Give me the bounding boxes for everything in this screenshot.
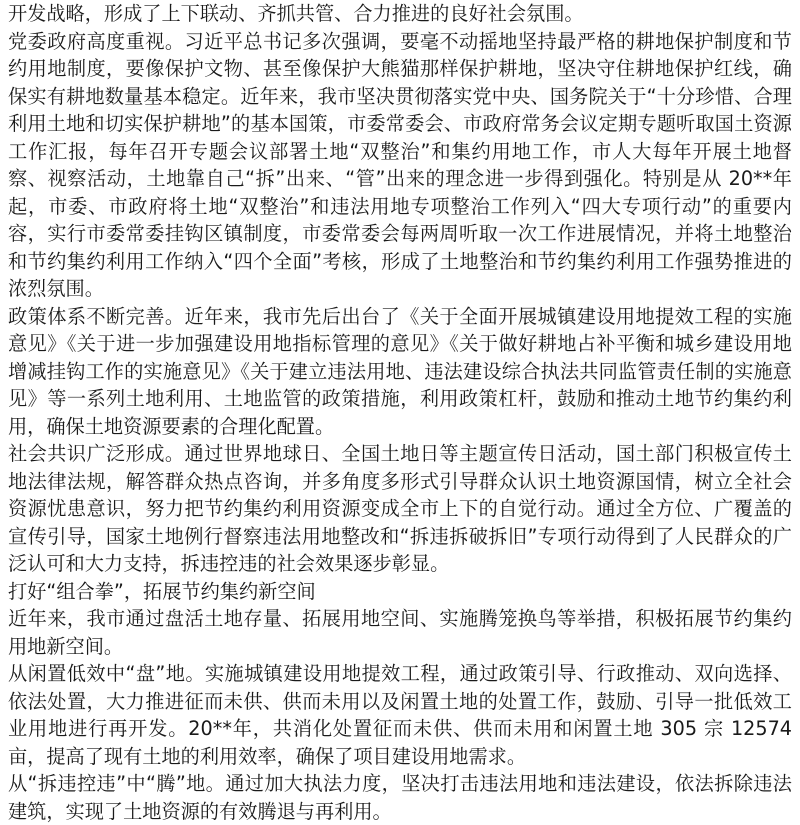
document-body	[8, 0, 792, 823]
paragraph-cutoff: 从“拆违控违”中“腾”地。通过加大执法力度，坚决打击违法用地和违法建设，依法拆除违法建筑，实现了土地资源的有效腾退与再利用。	[8, 772, 792, 823]
paragraph-government-attention: 党委政府高度重视。习近平总书记多次强调，要毫不动摇地坚持最严格的耕地保护制度和节约用地制度，要像保护文物、甚至像保护大熊猫那样保护耕地，坚决守住耕地保护红线，确保实有耕地数量基本稳定。近年来，我市坚决贯彻落实党中央、国务院关于“十分珍惜、合理利用土地和切实保护耕地”的基本国策，市委常委会、市政府常务会议定期专题听取国土资源工作汇报，每年召开专题会议部署土地“双整治”和集约用地工作，市人大每年开展土地督察、视察活动，土地靠自己“拆”出来、“管”出来的理念进一步得到强化。特别是从 20**年起，市委、市政府将土地“双整治”和违法用地专项整治工作列入“四大专项行动”的重要内容，实行市委常委挂钩区镇制度，市委常委会每两周听取一次工作进展情况，并将土地整治和节约集约利用工作纳入“四个全面”考核，形成了土地整治和节约集约利用工作强势推进的浓烈氛围。	[8, 29, 792, 300]
paragraph-new-space-intro: 近年来，我市通过盘活土地存量、拓展用地空间、实施腾笼换鸟等举措，积极拓展节约集约用地新空间。	[8, 607, 792, 658]
section-heading: 打好“组合拳”，拓展节约集约新空间	[8, 579, 316, 603]
paragraph-policy-system: 政策体系不断完善。近年来，我市先后出台了《关于全面开展城镇建设用地提效工程的实施意见》《关于进一步加强建设用地指标管理的意见》《关于做好耕地占补平衡和城乡建设用地增减挂钩工作的实施意见》《关于建立违法用地、违法建设综合执法共同监管责任制的实施意见》等一系列土地利用、土地监管的政策措施，利用政策杠杆，鼓励和推动土地节约集约利用，确保土地资源要素的合理化配置。	[8, 304, 792, 438]
paragraph-social-consensus: 社会共识广泛形成。通过世界地球日、全国土地日等主题宣传日活动，国土部门积极宣传土地法律法规，解答群众热点咨询，并多角度多形式引导群众认识土地资源国情，树立全社会资源忧患意识，努力把节约集约利用资源变成全市上下的自觉行动。通过全方位、广覆盖的宣传引导，国家土地例行督察违法用地整改和“拆违拆破拆旧”专项行动得到了人民群众的广泛认可和大力支持，拆违控违的社会效果逐步彰显。	[8, 442, 792, 575]
paragraph-continued-intro: 开发战略，形成了上下联动、齐抓共管、合力推进的良好社会氛围。	[8, 2, 584, 25]
paragraph-idle-land: 从闲置低效中“盘”地。实施城镇建设用地提效工程，通过政策引导、行政推动、双向选择、依法处置，大力推进征而未供、供而未用以及闲置土地的处置工作，鼓励、引导一批低效工业用地进行再开发。20**年，共消化处置征而未供、供而未用和闲置土地 305 宗 12574 亩，提高了现有土地的利用效率，确保了项目建设用地需求。	[8, 662, 792, 768]
